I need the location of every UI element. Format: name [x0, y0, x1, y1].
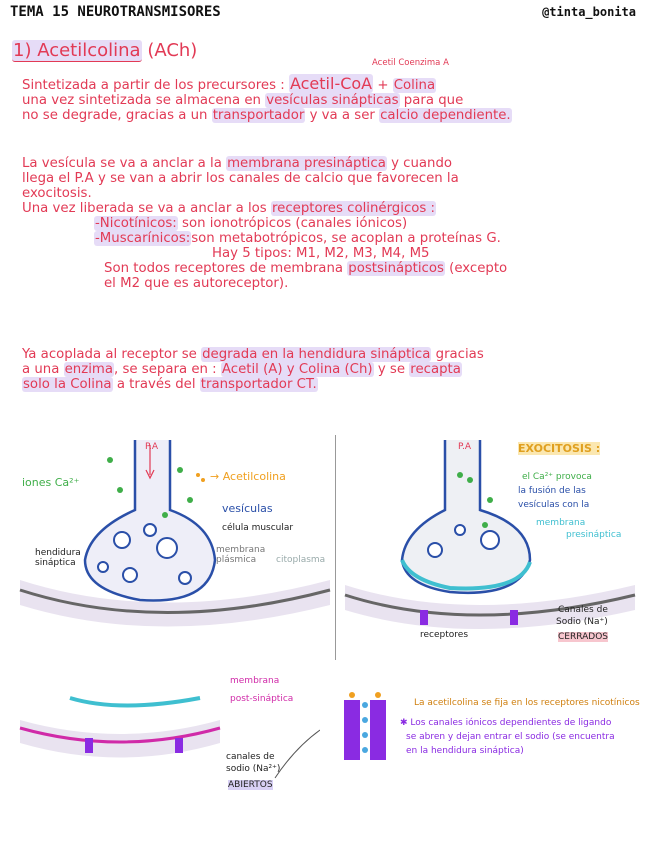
- paragraph-1: Sintetizada a partir de los precursores : Acetil-CoA + Colina una vez sintetizada se almacena en vesículas sinápticas para que no se degrade, gracias a un transportador y va a ser calcio dependiente.: [22, 74, 511, 123]
- calcium-ions-label: iones Ca²⁺: [22, 476, 80, 489]
- paragraph-2: La vesícula se va a anclar a la membrana presináptica y cuando llega el P.A y se van a abrir los canales de calcio que favorecen la exocitosis. Una vez liberada se va a anclar a los receptores colinérgicos : -Nicotínicos: son ionotrópicos (canales iónicos) -Muscarínicos:son metabotrópicos, se acoplan a proteínas G. Hay 5 tipos: M1, M2, M3, M4, M5 Son todos receptores de membrana postsinápticos (excepto el M2 que es autoreceptor).: [22, 156, 508, 291]
- exocytosis-title: EXOCITOSIS :: [518, 442, 601, 455]
- diagram-receptor-detail: [322, 680, 642, 780]
- membrane-label-3: membrana: [230, 676, 280, 686]
- exo-text-3: vesículas con la: [518, 500, 590, 510]
- muscle-cell-label: célula muscular: [222, 523, 294, 533]
- membrane-label: membrana: [216, 545, 266, 555]
- divider-line: [335, 435, 336, 660]
- exo-text-4: membrana: [536, 518, 586, 528]
- sodium-label: Sodio (Na⁺): [556, 617, 608, 627]
- receptors-label: receptores: [420, 630, 469, 640]
- plasmic-label: plásmica: [216, 555, 257, 565]
- exo-text-2: la fusión de las: [518, 486, 586, 496]
- pa-label-2: P.A: [458, 442, 472, 452]
- cytoplasm-label: citoplasma: [276, 555, 326, 565]
- open-label: ABIERTOS: [228, 780, 273, 790]
- diagram-synapse-resting: [0, 430, 335, 665]
- diagram-postsynaptic: [0, 668, 320, 808]
- exocytosis-illustration: [340, 430, 640, 665]
- page-title: TEMA 15 NEUROTRANSMISORES: [10, 4, 221, 20]
- exo-text-1: el Ca²⁺ provoca: [522, 472, 592, 482]
- receptor-text-3: se abren y dejan entrar el sodio (se encuentra: [406, 732, 615, 742]
- sodium-label-3: sodio (Na²⁺): [226, 764, 281, 774]
- receptor-illustration: [322, 680, 412, 780]
- section-heading: [12, 40, 197, 61]
- author-handle: @tinta_bonita: [542, 5, 636, 19]
- note-acetil-coenzima: Acetil Coenzima A: [372, 58, 449, 68]
- acetylcholine-label: → Acetilcolina: [210, 470, 286, 483]
- postsynaptic-label: post-sináptica: [230, 694, 294, 704]
- paragraph-3: Ya acoplada al receptor se degrada en la hendidura sináptica gracias a una enzima, se separa en : Acetil (A) y Colina (Ch) y se recapta solo la Colina a través del transportador CT.: [22, 347, 484, 392]
- synaptic-cleft-label: hendidura: [35, 548, 81, 558]
- diagram-exocytosis: [340, 430, 640, 665]
- channels-label-3: canales de: [226, 752, 275, 762]
- pa-label: P.A: [145, 442, 159, 452]
- vesicles-label: vesículas: [222, 502, 273, 515]
- section-title: 1) Acetilcolina: [13, 40, 141, 61]
- receptor-text-1: La acetilcolina se fija en los receptores nicotínicos: [414, 698, 640, 708]
- sodium-channels-label: Canales de: [558, 605, 608, 615]
- receptor-text-4: en la hendidura sináptica): [406, 746, 524, 756]
- exo-text-5: presináptica: [566, 530, 622, 540]
- receptor-text-2: ✱ Los canales iónicos dependientes de ligando: [400, 718, 612, 728]
- section-abbr: (ACh): [147, 40, 198, 61]
- synaptic-cleft-label-2: sináptica: [35, 558, 76, 568]
- closed-label: CERRADOS: [558, 632, 608, 642]
